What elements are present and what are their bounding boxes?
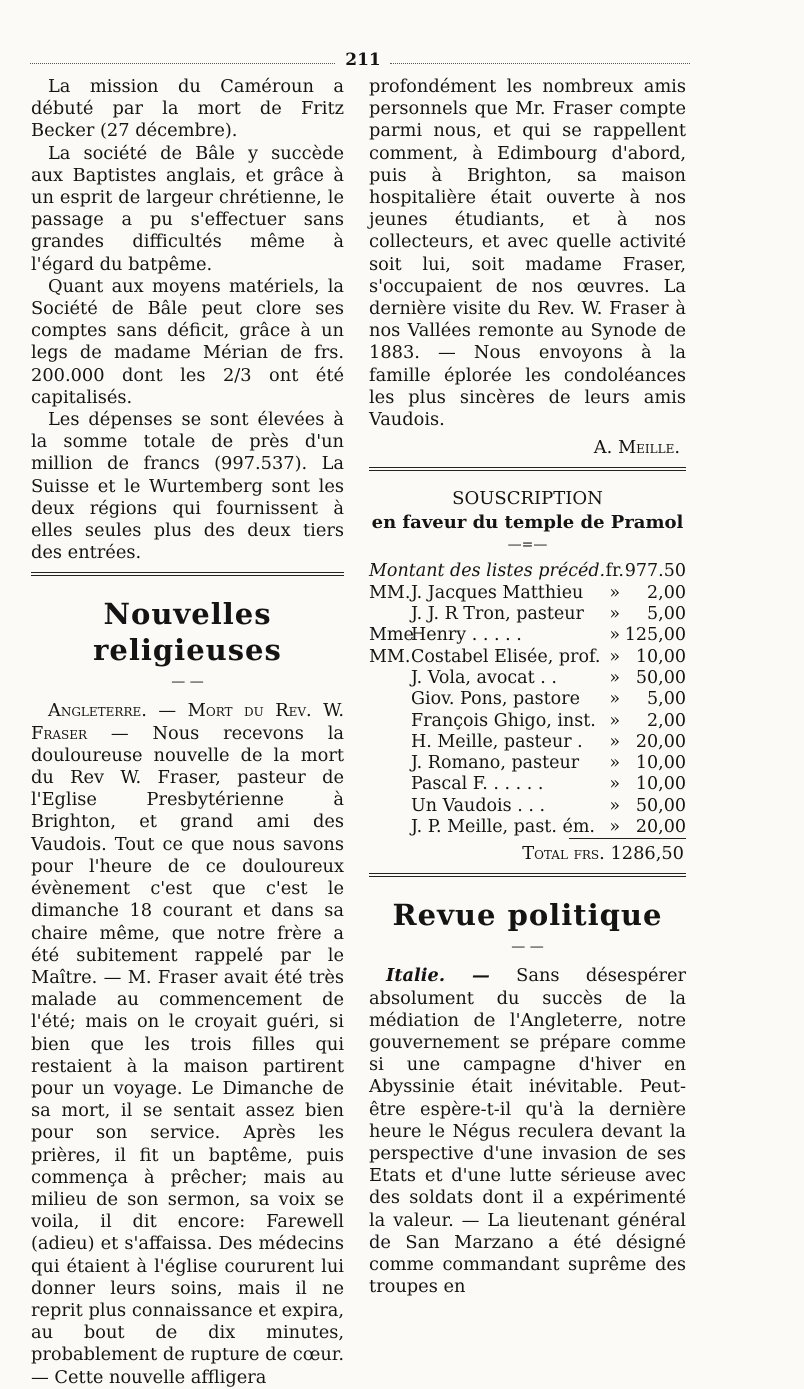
article [31, 700, 344, 1388]
row-name [369, 817, 605, 838]
article-continuation: profondément les nombreux amis personnels que Mr. Fraser compte parmi nous, et qui se rappellent comment, à Edimbourg d'abord, puis à Brighton, sa maison hospitalière était ouverte à nos jeunes étudiants, et à nos collecteurs, et avec quelle activité soit lui, soit madame Fraser, s'occupaient de nos œuvres. La dernière visite du Rev. W. Fraser à nos Vallées remonte au Synode de 1883. — Nous envoyons à la famille éplorée les condoléances les plus sincères de leurs amis Vaudois. [369, 76, 686, 431]
row-mark: » [609, 646, 621, 667]
row-name [369, 774, 605, 795]
row-mark: » [609, 710, 621, 731]
subscription-row [369, 796, 686, 817]
ornament-dash: —=— [507, 537, 548, 554]
left-column [31, 76, 344, 1389]
row-amount: 50,00 [635, 667, 686, 688]
row-prefix: MM. [369, 582, 411, 603]
subscription-row [369, 753, 686, 774]
subscription-subtitle: en faveur du temple de Pramol [371, 512, 684, 534]
row-name [369, 796, 605, 817]
subscription-row [369, 774, 686, 795]
row-mark: » [609, 731, 621, 752]
row-mark: » [609, 753, 621, 774]
row-name [369, 689, 605, 710]
row-name [369, 711, 605, 732]
row-name [369, 625, 605, 646]
row-label: Henry . . . . . [411, 625, 522, 646]
row-prefix: MM. [369, 646, 411, 667]
subscription-row [369, 583, 686, 604]
page-header [30, 50, 690, 72]
paragraph: Les dépenses se sont élevées à la somme totale de près d'un million de francs (997.537). La Suisse et le Wurtemberg sont les deux régions qui fournissent à elles seules plus des deux tiers des entrées. [31, 409, 344, 564]
subscription-row [369, 561, 686, 582]
section-divider [369, 873, 686, 877]
row-label: H. Meille, pasteur . [411, 731, 583, 752]
row-mark: » [609, 795, 621, 816]
row-label: Un Vaudois . . . [411, 795, 546, 816]
politics-article [369, 965, 686, 1298]
section-title: Nouvelles religieuses [93, 597, 282, 668]
row-amount: 20,00 [635, 731, 686, 752]
total-value: 1286,50 [610, 843, 684, 865]
row-mark: » [609, 625, 621, 646]
paragraph: La société de Bâle y succède aux Baptistes anglais, et grâce à un esprit de largeur chrétienne, le passage a pu s'effectuer sans grandes difficultés même à l'égard du batpême. [31, 142, 344, 275]
ornament-dash: — — [511, 939, 544, 956]
row-amount: 50,00 [635, 795, 686, 816]
row-mark: » [609, 667, 621, 688]
article-lead: Angleterre. — Mort du Rev. W. Fraser — [31, 700, 344, 744]
row-name [369, 647, 605, 668]
paragraph: La mission du Caméroun a débuté par la mort de Fritz Becker (27 décembre). [31, 76, 344, 142]
row-name [369, 732, 605, 753]
subscription-row [369, 817, 686, 838]
row-name [369, 668, 605, 689]
paragraph: Quant aux moyens matériels, la Société de Bâle peut clore ses comptes sans déficit, grâce à un legs de madame Mérian de frs. 200.000 dont les 2/3 ont été capitalisés. [31, 275, 344, 408]
row-amount: 977.50 [624, 561, 686, 582]
section-divider [369, 467, 686, 471]
subscription-row [369, 647, 686, 668]
row-prefix: Mme [369, 625, 414, 646]
subscription-row [369, 625, 686, 646]
total-label: Total frs. [522, 843, 605, 865]
row-amount: 125,00 [624, 625, 686, 646]
subscription-row [369, 604, 686, 625]
row-label: François Ghigo, inst. [411, 710, 596, 731]
row-mark: fr. [605, 561, 624, 582]
row-label: J. Romano, pasteur [411, 753, 580, 774]
row-label: J. J. R Tron, pasteur [411, 604, 584, 625]
subscription-total [369, 843, 686, 865]
row-mark: » [609, 817, 621, 838]
section-title: Revue politique [392, 898, 663, 933]
subscription-row [369, 732, 686, 753]
row-mark: » [609, 689, 621, 710]
row-amount: 10,00 [635, 774, 686, 795]
row-name [369, 583, 605, 604]
row-label: J. P. Meille, past. ém. [411, 817, 595, 838]
row-amount: 20,00 [635, 817, 686, 838]
row-amount: 5,00 [647, 689, 686, 710]
signature: A. Meille. [593, 437, 680, 459]
row-name [369, 604, 605, 625]
total-rule [569, 838, 686, 839]
row-amount: 2,00 [647, 582, 686, 603]
ornament-dash: — — [171, 674, 204, 691]
page-number: 211 [345, 50, 381, 70]
article-text: Nous recevons la douloureuse nouvelle de la mort du Rev W. Fraser, pasteur de l'Eglise Presbytérienne à Brighton, et grand ami des Vaudois. Tout ce que nous savons pour l'heure de ce douloureux évènement c'est que c'est le dimanche 18 courant et dans sa chaire même, que notre frère a été subitement rappelé par le Maître. — M. Fraser avait été très malade au commencement de l'été; mais on le croyait guéri, si bien que les trois filles qui restaient à la maison partirent pour un voyage. Le Dimanche de sa mort, il se sentait assez bien pour son service. Après les prières, il fit un baptême, puis commença à prêcher; mais au milieu de son sermon, sa voix se voila, il dit encore: Farewell (adieu) et s'affaissa. Des médecins qui étaient à l'église coururent lui donner leurs soins, mais il ne reprit plus connaissance et expira, au bout de dix minutes, probablement de rupture de cœur. — Cette nouvelle affligera [31, 722, 344, 1388]
row-mark: » [609, 582, 621, 603]
subscription-table [369, 561, 686, 838]
row-amount: 5,00 [647, 604, 686, 625]
row-label: Giov. Pons, pastore [411, 689, 580, 710]
row-name [369, 561, 605, 582]
row-amount: 10,00 [635, 646, 686, 667]
header-rule-right [390, 63, 690, 64]
header-rule-left [30, 63, 335, 64]
subscription-row [369, 711, 686, 732]
row-name [369, 753, 605, 774]
row-mark: » [609, 774, 621, 795]
subscription-title: SOUSCRIPTION [452, 488, 603, 510]
politics-text: Sans désespérer absolument du succès de la médiation de l'Angleterre, notre gouvernement se prépare comme si une campagne d'hiver en Abyssinie était inévitable. Peut-être espère-t-il qu'à la dernière heure le Négus reculera devant la perspective d'une invasion de ses Etats et d'une lutte sérieuse avec des soldats dont il a expérimenté la valeur. — La lieutenant général de San Marzano a été désigné comme commandant suprême des troupes en [369, 965, 686, 1298]
row-label: J. Vola, avocat . . [411, 667, 557, 688]
row-label: Costabel Elisée, prof. [411, 646, 601, 667]
row-amount: 2,00 [647, 710, 686, 731]
section-divider [31, 572, 344, 576]
subscription-row [369, 689, 686, 710]
row-label: Montant des listes précéd. [369, 561, 606, 582]
right-column [369, 76, 686, 1298]
subscription-row [369, 668, 686, 689]
row-label: Pascal F. . . . . . [411, 774, 544, 795]
row-label: J. Jacques Matthieu [411, 582, 584, 603]
row-amount: 10,00 [635, 753, 686, 774]
politics-lead: Italie. — [386, 965, 490, 987]
row-mark: » [609, 604, 621, 625]
